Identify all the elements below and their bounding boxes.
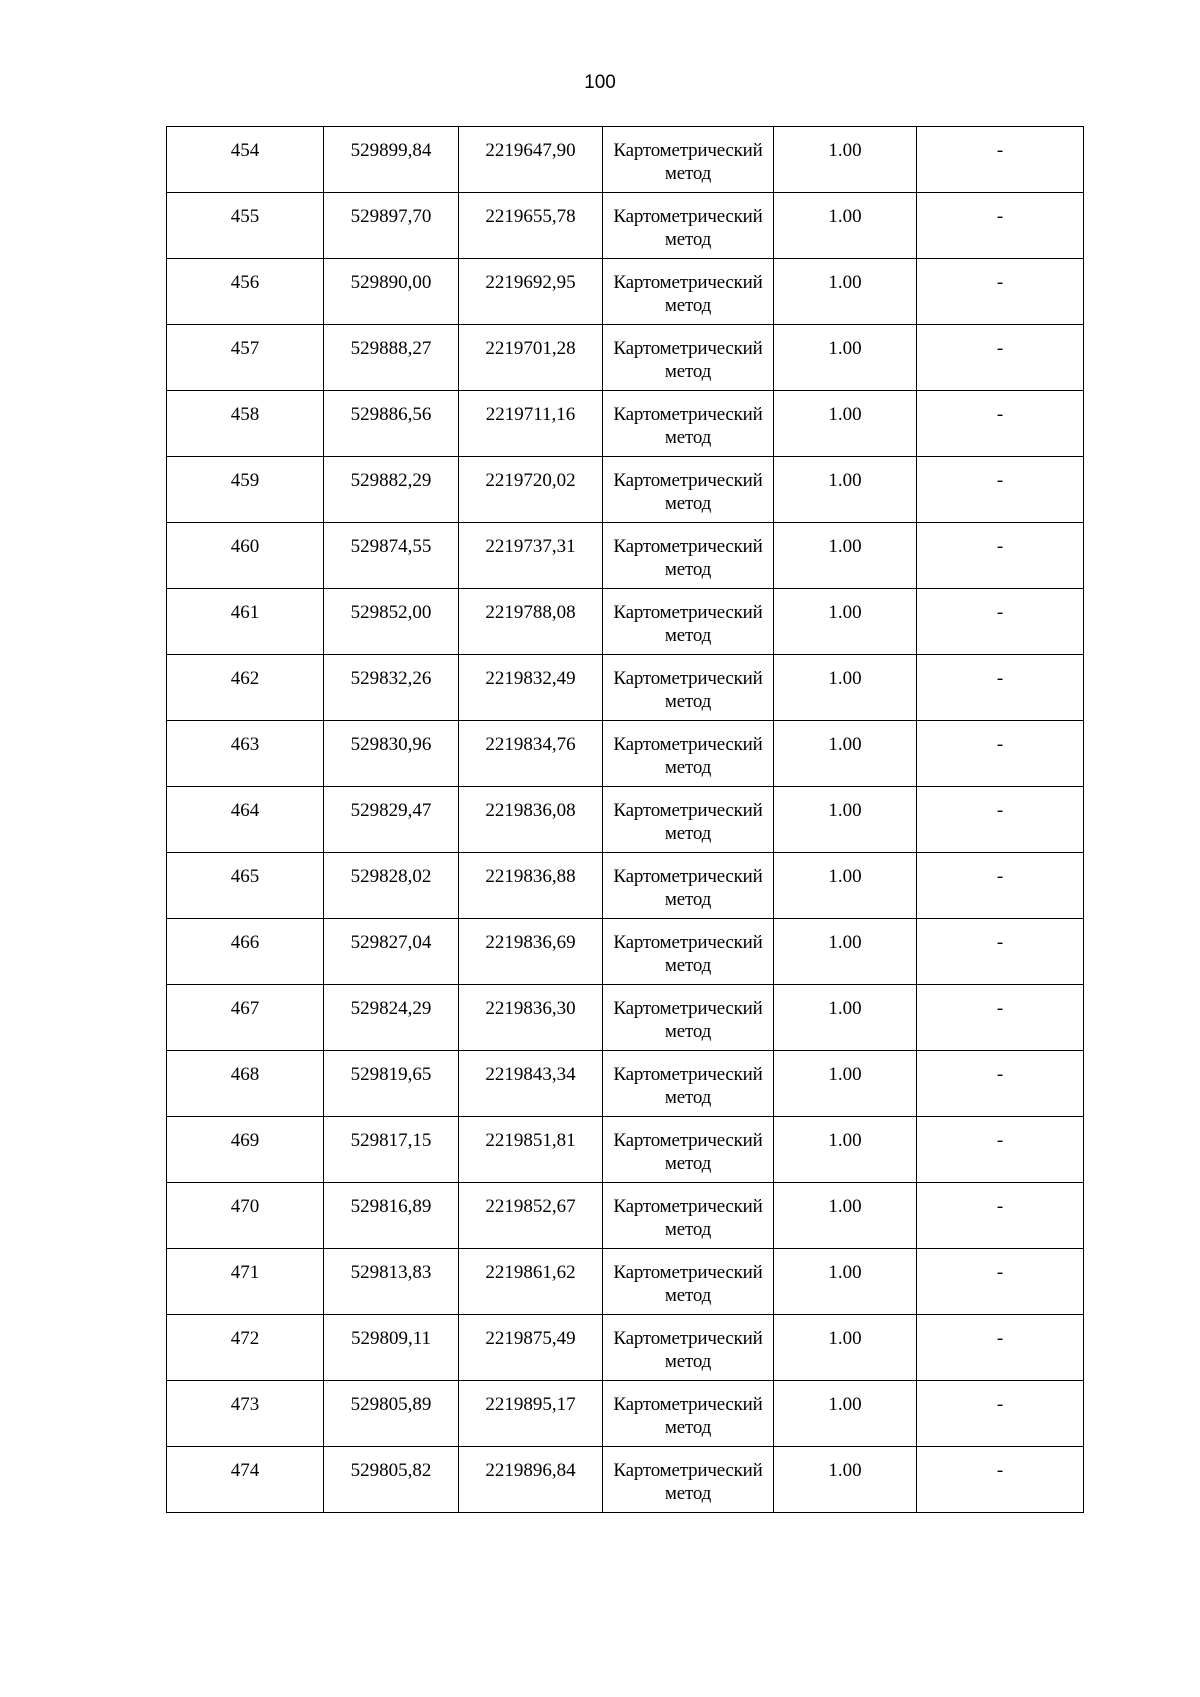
y-coordinate-cell: 2219788,08: [459, 589, 603, 655]
method-cell: Картометрический метод: [603, 787, 774, 853]
accuracy-cell: 1.00: [774, 1381, 917, 1447]
description-cell: -: [917, 589, 1084, 655]
method-cell: Картометрический метод: [603, 193, 774, 259]
accuracy-cell: 1.00: [774, 325, 917, 391]
point-number-cell: 466: [167, 919, 324, 985]
method-cell: Картометрический метод: [603, 391, 774, 457]
table-row: [167, 193, 1084, 259]
table-row: [167, 1315, 1084, 1381]
table-row: [167, 721, 1084, 787]
x-coordinate-cell: 529830,96: [324, 721, 459, 787]
accuracy-cell: 1.00: [774, 457, 917, 523]
x-coordinate-cell: 529852,00: [324, 589, 459, 655]
x-coordinate-cell: 529805,89: [324, 1381, 459, 1447]
accuracy-cell: 1.00: [774, 985, 917, 1051]
x-coordinate-cell: 529897,70: [324, 193, 459, 259]
table-row: [167, 985, 1084, 1051]
point-number-cell: 465: [167, 853, 324, 919]
point-number-cell: 456: [167, 259, 324, 325]
description-cell: -: [917, 193, 1084, 259]
method-cell: Картометрический метод: [603, 1249, 774, 1315]
y-coordinate-cell: 2219647,90: [459, 127, 603, 193]
table-row: [167, 391, 1084, 457]
x-coordinate-cell: 529832,26: [324, 655, 459, 721]
method-cell: Картометрический метод: [603, 1447, 774, 1513]
table-row: [167, 1117, 1084, 1183]
method-cell: Картометрический метод: [603, 259, 774, 325]
point-number-cell: 463: [167, 721, 324, 787]
y-coordinate-cell: 2219836,88: [459, 853, 603, 919]
method-cell: Картометрический метод: [603, 1051, 774, 1117]
point-number-cell: 458: [167, 391, 324, 457]
description-cell: -: [917, 1447, 1084, 1513]
x-coordinate-cell: 529827,04: [324, 919, 459, 985]
x-coordinate-cell: 529888,27: [324, 325, 459, 391]
point-number-cell: 454: [167, 127, 324, 193]
accuracy-cell: 1.00: [774, 787, 917, 853]
method-cell: Картометрический метод: [603, 853, 774, 919]
x-coordinate-cell: 529890,00: [324, 259, 459, 325]
y-coordinate-cell: 2219720,02: [459, 457, 603, 523]
x-coordinate-cell: 529829,47: [324, 787, 459, 853]
accuracy-cell: 1.00: [774, 1183, 917, 1249]
y-coordinate-cell: 2219737,31: [459, 523, 603, 589]
table-row: [167, 853, 1084, 919]
point-number-cell: 461: [167, 589, 324, 655]
point-number-cell: 468: [167, 1051, 324, 1117]
accuracy-cell: 1.00: [774, 721, 917, 787]
method-cell: Картометрический метод: [603, 457, 774, 523]
y-coordinate-cell: 2219692,95: [459, 259, 603, 325]
y-coordinate-cell: 2219895,17: [459, 1381, 603, 1447]
description-cell: -: [917, 1051, 1084, 1117]
table-row: [167, 1447, 1084, 1513]
y-coordinate-cell: 2219834,76: [459, 721, 603, 787]
description-cell: -: [917, 1117, 1084, 1183]
accuracy-cell: 1.00: [774, 127, 917, 193]
description-cell: -: [917, 325, 1084, 391]
x-coordinate-cell: 529805,82: [324, 1447, 459, 1513]
method-cell: Картометрический метод: [603, 1381, 774, 1447]
accuracy-cell: 1.00: [774, 523, 917, 589]
y-coordinate-cell: 2219875,49: [459, 1315, 603, 1381]
point-number-cell: 464: [167, 787, 324, 853]
y-coordinate-cell: 2219711,16: [459, 391, 603, 457]
point-number-cell: 470: [167, 1183, 324, 1249]
description-cell: -: [917, 259, 1084, 325]
table-row: [167, 589, 1084, 655]
x-coordinate-cell: 529828,02: [324, 853, 459, 919]
x-coordinate-cell: 529817,15: [324, 1117, 459, 1183]
description-cell: -: [917, 523, 1084, 589]
y-coordinate-cell: 2219836,30: [459, 985, 603, 1051]
description-cell: -: [917, 721, 1084, 787]
x-coordinate-cell: 529874,55: [324, 523, 459, 589]
point-number-cell: 459: [167, 457, 324, 523]
point-number-cell: 462: [167, 655, 324, 721]
x-coordinate-cell: 529824,29: [324, 985, 459, 1051]
method-cell: Картометрический метод: [603, 589, 774, 655]
method-cell: Картометрический метод: [603, 919, 774, 985]
description-cell: -: [917, 391, 1084, 457]
description-cell: -: [917, 127, 1084, 193]
description-cell: -: [917, 853, 1084, 919]
method-cell: Картометрический метод: [603, 1183, 774, 1249]
x-coordinate-cell: 529819,65: [324, 1051, 459, 1117]
accuracy-cell: 1.00: [774, 391, 917, 457]
description-cell: -: [917, 457, 1084, 523]
x-coordinate-cell: 529882,29: [324, 457, 459, 523]
page-number: 100: [584, 72, 616, 93]
table-row: [167, 655, 1084, 721]
table-row: [167, 1051, 1084, 1117]
y-coordinate-cell: 2219655,78: [459, 193, 603, 259]
method-cell: Картометрический метод: [603, 985, 774, 1051]
method-cell: Картометрический метод: [603, 523, 774, 589]
x-coordinate-cell: 529816,89: [324, 1183, 459, 1249]
accuracy-cell: 1.00: [774, 1249, 917, 1315]
point-number-cell: 474: [167, 1447, 324, 1513]
method-cell: Картометрический метод: [603, 1315, 774, 1381]
accuracy-cell: 1.00: [774, 919, 917, 985]
method-cell: Картометрический метод: [603, 655, 774, 721]
method-cell: Картометрический метод: [603, 127, 774, 193]
point-number-cell: 473: [167, 1381, 324, 1447]
x-coordinate-cell: 529886,56: [324, 391, 459, 457]
table-row: [167, 787, 1084, 853]
accuracy-cell: 1.00: [774, 1117, 917, 1183]
y-coordinate-cell: 2219861,62: [459, 1249, 603, 1315]
x-coordinate-cell: 529809,11: [324, 1315, 459, 1381]
table-body: [167, 127, 1084, 1513]
description-cell: -: [917, 1183, 1084, 1249]
y-coordinate-cell: 2219836,69: [459, 919, 603, 985]
table-row: [167, 523, 1084, 589]
accuracy-cell: 1.00: [774, 1051, 917, 1117]
description-cell: -: [917, 1315, 1084, 1381]
y-coordinate-cell: 2219896,84: [459, 1447, 603, 1513]
point-number-cell: 471: [167, 1249, 324, 1315]
y-coordinate-cell: 2219701,28: [459, 325, 603, 391]
table-row: [167, 457, 1084, 523]
x-coordinate-cell: 529899,84: [324, 127, 459, 193]
description-cell: -: [917, 787, 1084, 853]
table-row: [167, 127, 1084, 193]
method-cell: Картометрический метод: [603, 721, 774, 787]
accuracy-cell: 1.00: [774, 853, 917, 919]
point-number-cell: 467: [167, 985, 324, 1051]
method-cell: Картометрический метод: [603, 1117, 774, 1183]
accuracy-cell: 1.00: [774, 1315, 917, 1381]
point-number-cell: 469: [167, 1117, 324, 1183]
y-coordinate-cell: 2219852,67: [459, 1183, 603, 1249]
table-row: [167, 919, 1084, 985]
method-cell: Картометрический метод: [603, 325, 774, 391]
coordinates-table: [166, 126, 1084, 1513]
description-cell: -: [917, 919, 1084, 985]
table-row: [167, 1249, 1084, 1315]
y-coordinate-cell: 2219832,49: [459, 655, 603, 721]
y-coordinate-cell: 2219851,81: [459, 1117, 603, 1183]
point-number-cell: 455: [167, 193, 324, 259]
accuracy-cell: 1.00: [774, 589, 917, 655]
x-coordinate-cell: 529813,83: [324, 1249, 459, 1315]
table-row: [167, 325, 1084, 391]
y-coordinate-cell: 2219836,08: [459, 787, 603, 853]
description-cell: -: [917, 985, 1084, 1051]
table-row: [167, 1183, 1084, 1249]
accuracy-cell: 1.00: [774, 1447, 917, 1513]
description-cell: -: [917, 655, 1084, 721]
accuracy-cell: 1.00: [774, 655, 917, 721]
accuracy-cell: 1.00: [774, 259, 917, 325]
description-cell: -: [917, 1249, 1084, 1315]
point-number-cell: 457: [167, 325, 324, 391]
table-row: [167, 1381, 1084, 1447]
table-row: [167, 259, 1084, 325]
point-number-cell: 460: [167, 523, 324, 589]
accuracy-cell: 1.00: [774, 193, 917, 259]
description-cell: -: [917, 1381, 1084, 1447]
y-coordinate-cell: 2219843,34: [459, 1051, 603, 1117]
point-number-cell: 472: [167, 1315, 324, 1381]
